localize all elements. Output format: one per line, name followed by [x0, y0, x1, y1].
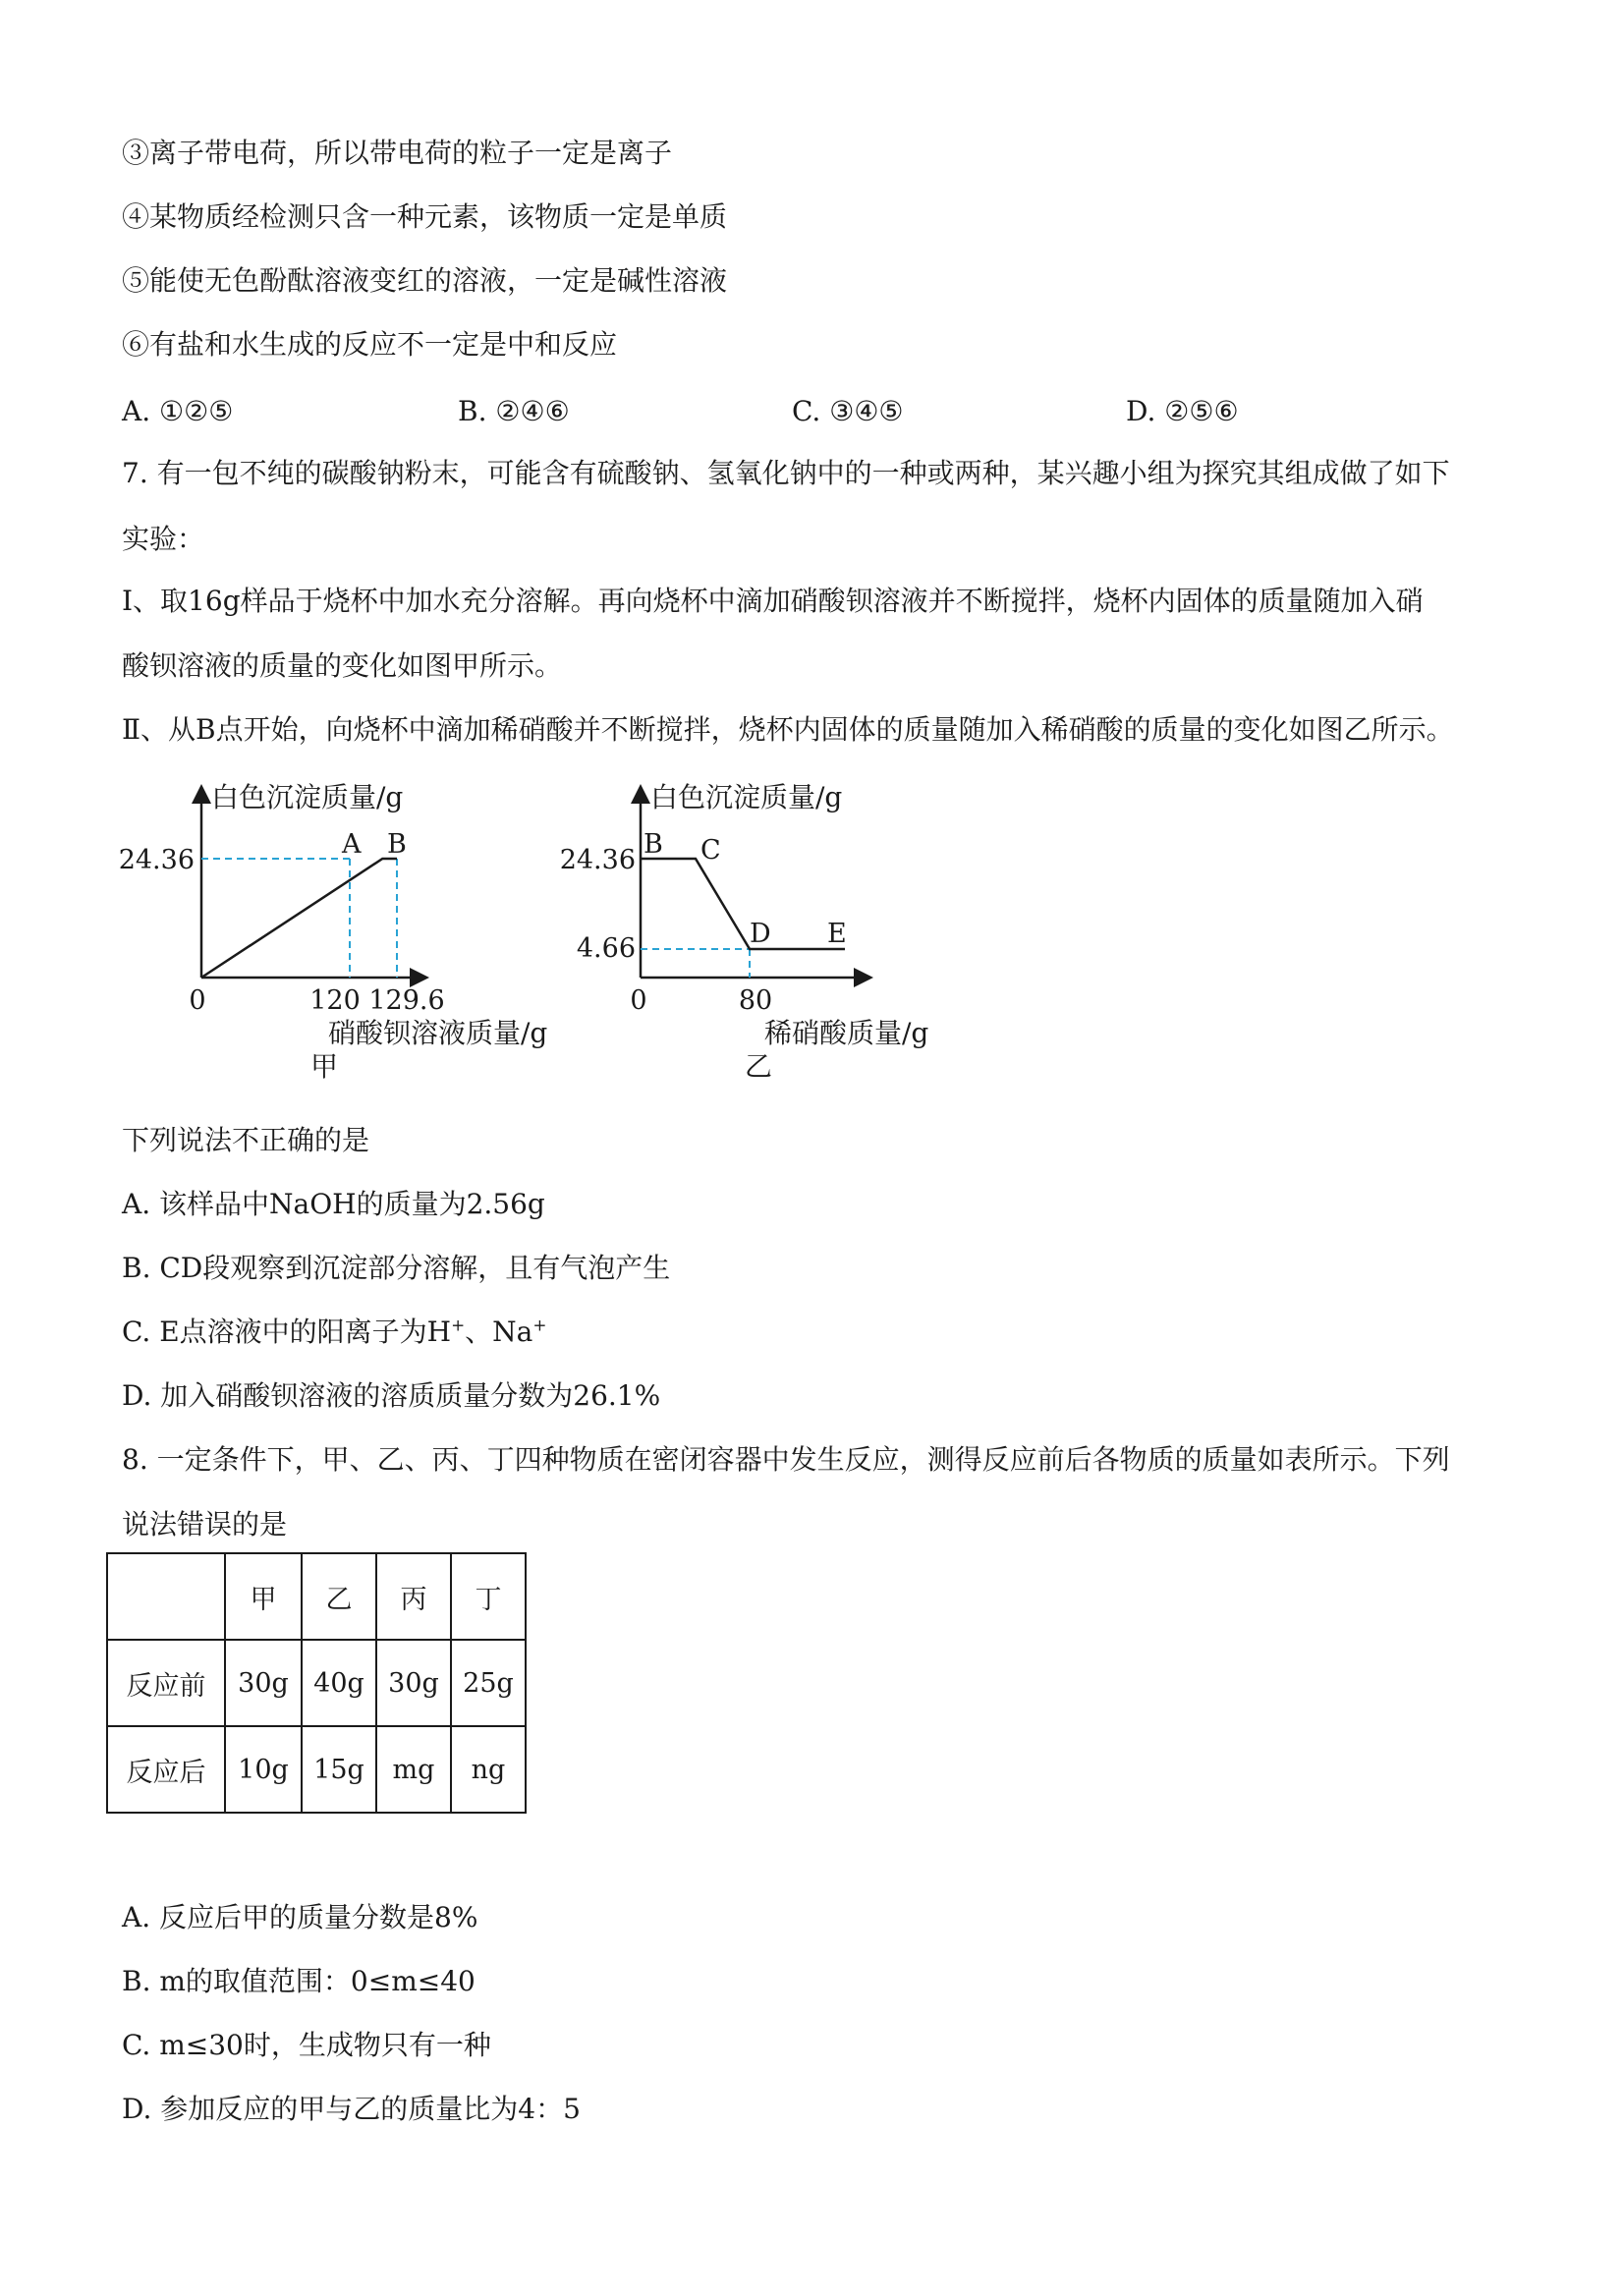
- table-header-cell: [107, 1553, 225, 1640]
- q8-option-d: D. 参加反应的甲与乙的质量比为4：5: [122, 2093, 581, 2125]
- chart-jia: [118, 781, 550, 1086]
- table-header-cell: 丁: [451, 1553, 526, 1640]
- origin-label: 0: [189, 985, 206, 1016]
- table-header-row: [107, 1553, 526, 1640]
- q6-statement-3: ③离子带电荷，所以带电荷的粒子一定是离子: [122, 137, 673, 169]
- table-cell: 30g: [225, 1640, 302, 1726]
- q7-step-1: Ⅰ、取16g样品于烧杯中加水充分溶解。再向烧杯中滴加硝酸钡溶液并不断搅拌，烧杯内固体的质量随加入硝: [122, 585, 1424, 617]
- q7-option-c-text2: 、Na: [465, 1316, 533, 1348]
- series-line: [641, 859, 845, 949]
- q6-statement-6: ⑥有盐和水生成的反应不一定是中和反应: [122, 328, 618, 361]
- q7-option-b: B. CD段观察到沉淀部分溶解，且有气泡产生: [122, 1252, 671, 1284]
- point-label-a: A: [342, 829, 362, 860]
- q7-stem: 7. 有一包不纯的碳酸钠粉末，可能含有硫酸钠、氢氧化钠中的一种或两种，某兴趣小组为探究其组成做了如下: [122, 457, 1450, 489]
- x-tick-label-129-6: 129.6: [368, 985, 445, 1016]
- q8-stem-cont: 说法错误的是: [122, 1508, 288, 1540]
- x-tick-label-120: 120: [309, 985, 361, 1016]
- x-axis-label: 稀硝酸质量/g: [764, 1017, 929, 1049]
- q7-step-2: Ⅱ、从B点开始，向烧杯中滴加稀硝酸并不断搅拌，烧杯内固体的质量随加入稀硝酸的质量的变化如图乙所示。: [122, 713, 1454, 746]
- table-header-cell: 甲: [225, 1553, 302, 1640]
- series-line: [201, 859, 397, 978]
- figure-caption: 甲: [310, 1050, 339, 1083]
- table-header-cell: 乙: [302, 1553, 376, 1640]
- q8-stem: 8. 一定条件下，甲、乙、丙、丁四种物质在密闭容器中发生反应，测得反应前后各物质的质量如表所示。下列: [122, 1443, 1450, 1476]
- q6-option-d: D. ②⑤⑥: [1126, 395, 1239, 427]
- point-label-b: B: [644, 829, 663, 860]
- x-tick-label-80: 80: [738, 985, 773, 1016]
- table-row: [107, 1726, 526, 1813]
- q7-stem-cont: 实验：: [122, 523, 205, 555]
- table-cell: 15g: [302, 1726, 376, 1813]
- table-cell: 40g: [302, 1640, 376, 1726]
- table-cell: mg: [376, 1726, 451, 1813]
- table-cell: ng: [451, 1726, 526, 1813]
- q6-option-b: B. ②④⑥: [458, 395, 570, 427]
- q7-prompt: 下列说法不正确的是: [122, 1124, 370, 1156]
- q6-option-a: A. ①②⑤: [122, 395, 234, 427]
- point-label-e: E: [827, 919, 847, 949]
- q7-option-c-sup1: +: [451, 1315, 466, 1335]
- q7-option-c: [122, 1315, 547, 1348]
- x-axis-label: 硝酸钡溶液质量/g: [328, 1017, 548, 1049]
- q7-option-c-sup2: +: [532, 1315, 547, 1335]
- table-cell: 25g: [451, 1640, 526, 1726]
- chart-yi: [550, 781, 982, 1086]
- table-cell: 30g: [376, 1640, 451, 1726]
- y-axis-label: 白色沉淀质量/g: [211, 781, 404, 813]
- y-tick-label-4-66: 4.66: [576, 933, 636, 964]
- q6-option-c: C. ③④⑤: [792, 395, 904, 427]
- origin-label: 0: [630, 985, 647, 1016]
- q7-option-a: A. 该样品中NaOH的质量为2.56g: [122, 1188, 545, 1220]
- q6-options: [0, 395, 1623, 427]
- q6-statement-4: ④某物质经检测只含一种元素，该物质一定是单质: [122, 200, 728, 233]
- table-cell: 反应后: [107, 1726, 225, 1813]
- y-axis-label: 白色沉淀质量/g: [650, 781, 843, 813]
- q8-option-a: A. 反应后甲的质量分数是8%: [122, 1901, 478, 1933]
- q8-option-b: B. m的取值范围：0≤m≤40: [122, 1965, 476, 1997]
- y-tick-label: 24.36: [118, 845, 195, 875]
- q7-option-d: D. 加入硝酸钡溶液的溶质质量分数为26.1%: [122, 1379, 661, 1412]
- q6-statement-5: ⑤能使无色酚酞溶液变红的溶液，一定是碱性溶液: [122, 264, 728, 297]
- point-label-c: C: [700, 835, 721, 866]
- point-label-b: B: [387, 829, 407, 860]
- point-label-d: D: [750, 919, 771, 949]
- reaction-mass-table: [106, 1552, 527, 1814]
- q8-option-c: C. m≤30时，生成物只有一种: [122, 2029, 491, 2061]
- table-header-cell: 丙: [376, 1553, 451, 1640]
- y-tick-label-24-36: 24.36: [559, 845, 636, 875]
- q7-step-1-cont: 酸钡溶液的质量的变化如图甲所示。: [122, 649, 563, 682]
- table-cell: 10g: [225, 1726, 302, 1813]
- figure-caption: 乙: [745, 1050, 773, 1083]
- table-cell: 反应前: [107, 1640, 225, 1726]
- table-row: [107, 1640, 526, 1726]
- q7-option-c-text: C. E点溶液中的阳离子为H: [122, 1316, 452, 1348]
